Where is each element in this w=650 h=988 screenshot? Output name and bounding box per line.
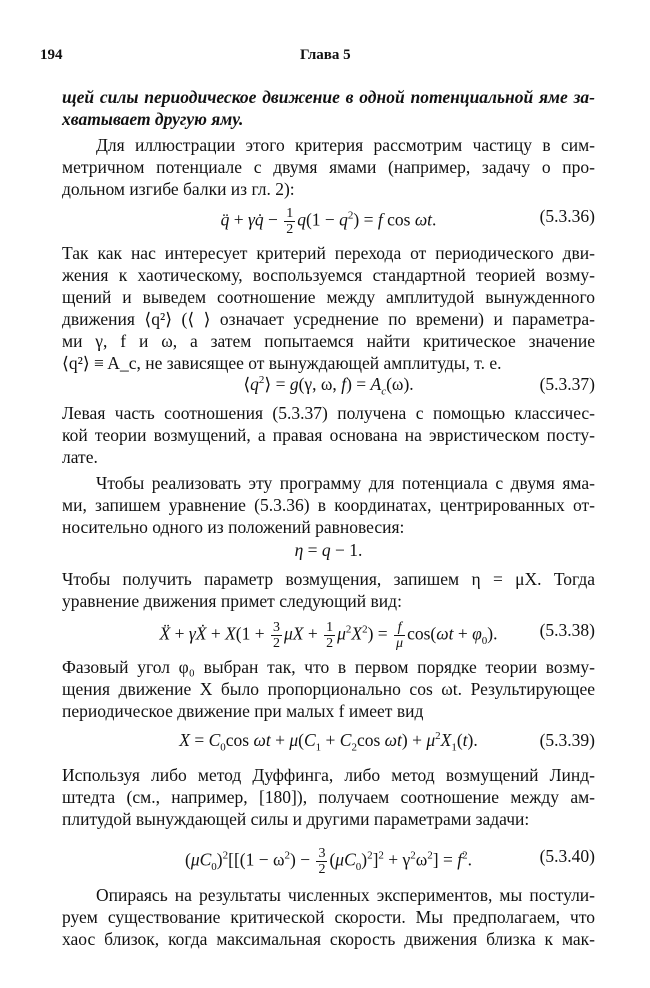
text-line: Чтобы получить параметр возмущения, запишем η = μX. Тогда <box>62 569 595 589</box>
equation-number: (5.3.38) <box>539 620 595 640</box>
text-line: щения движение X было пропорционально cos ωt. Результирующее <box>62 679 595 699</box>
text-line: уравнение движения примет следующий вид: <box>62 591 402 611</box>
text-line: кой теории возмущений, а правая основана на эвристическом посту- <box>62 425 595 445</box>
equation-5-3-39: $X = C_0\cos$ $\omega t + \mu(C_1 + C_2\cos$ $\omega t) + \mu^2X_1(t)$. (5.3.39) <box>179 730 595 754</box>
text-line: движения ⟨q²⟩ (⟨ ⟩ означает усреднение по времени) и параметра- <box>62 309 595 329</box>
chapter-title: Глава 5 <box>300 47 351 63</box>
text-line: ми γ, f и ω, а затем попытаемся найти критическое значение <box>62 331 595 351</box>
text-line: ⟨q²⟩ ≡ A_c, не зависящее от вынуждающей амплитуды, т. е. <box>62 353 502 373</box>
equation-number: (5.3.37) <box>539 374 595 394</box>
text-line: периодическое движение при малых f имеет вид <box>62 701 424 721</box>
text-line: штедта (см., например, [180]), получаем соотношение между ам- <box>62 787 595 807</box>
equation-number: (5.3.36) <box>539 206 595 226</box>
text-line: Чтобы реализовать эту программу для потенциала с двумя яма- <box>96 473 595 493</box>
text-line: лате. <box>62 447 98 467</box>
text-line: Левая часть соотношения (5.3.37) получена с помощью классичес- <box>62 403 595 423</box>
text-line: Фазовый угол φ₀ выбран так, что в первом порядке теории возму- <box>62 657 595 677</box>
equation-5-3-37: $⟨q^2⟩ = g(\gamma$, ω, $f) = A_c(\omega)$. (5.3.37) <box>243 374 595 398</box>
page-number: 194 <box>40 47 63 63</box>
equation-5-3-38: Ẍ + γẊ + X(1 + $\frac{3}{2}$ μX + $\frac{1}{2}$ $\mu^2X^2$) = $\frac{f}{\mu}$ $\cos(\omega t + \varphi_0)$. (5.3.38) <box>159 620 595 651</box>
text-line: Так как нас интересует критерий перехода от периодического дви- <box>62 243 595 263</box>
text-line: носительно одного из положений равновесия: <box>62 517 405 537</box>
text-line: щей силы периодическое движение в одной потенциальной яме за- <box>62 87 595 107</box>
text-line: ми, запишем уравнение (5.3.36) в координатах, центрированных от- <box>62 495 595 515</box>
equation-eta: η = q − 1. <box>294 540 363 560</box>
equation-number: (5.3.39) <box>539 730 595 750</box>
text-line: щений и выведем соотношение между амплитудой вынужденного <box>62 287 595 307</box>
text-line: хватывает другую яму. <box>62 109 244 129</box>
text-line: Для иллюстрации этого критерия рассмотрим частицу в сим- <box>96 135 595 155</box>
text-line: Опираясь на результаты численных экспериментов, мы постули- <box>96 885 595 905</box>
text-line: метричном потенциале с двумя ямами (например, задачу о про- <box>62 157 595 177</box>
equation-5-3-36: q̈ + γq̇ − $\frac{1}{2}$ $q(1 - q^2) = f$ cos ωt. (5.3.36) <box>220 206 595 237</box>
text-line: руем существование критической скорости. Мы предполагаем, что <box>62 907 595 927</box>
text-line: плитудой вынуждающей силы и другими параметрами задачи: <box>62 809 530 829</box>
text-line: Используя либо метод Дуффинга, либо метод возмущений Линд- <box>62 765 595 785</box>
text-line: хаос близок, когда максимальная скорость движения близка к мак- <box>62 929 595 949</box>
equation-number: (5.3.40) <box>539 846 595 866</box>
equation-5-3-40: $(\mu C_0)^2[[(1 - \omega^2)$ − $\frac{3}{2}$ $(\mu C_0)^2]^2 + \gamma^2\omega^2] = f^2$. (5.3.40) <box>185 846 595 877</box>
text-line: дольном изгибе балки из гл. 2): <box>62 179 295 199</box>
text-line: жения к хаотическому, воспользуемся стандартной теорией возму- <box>62 265 595 285</box>
